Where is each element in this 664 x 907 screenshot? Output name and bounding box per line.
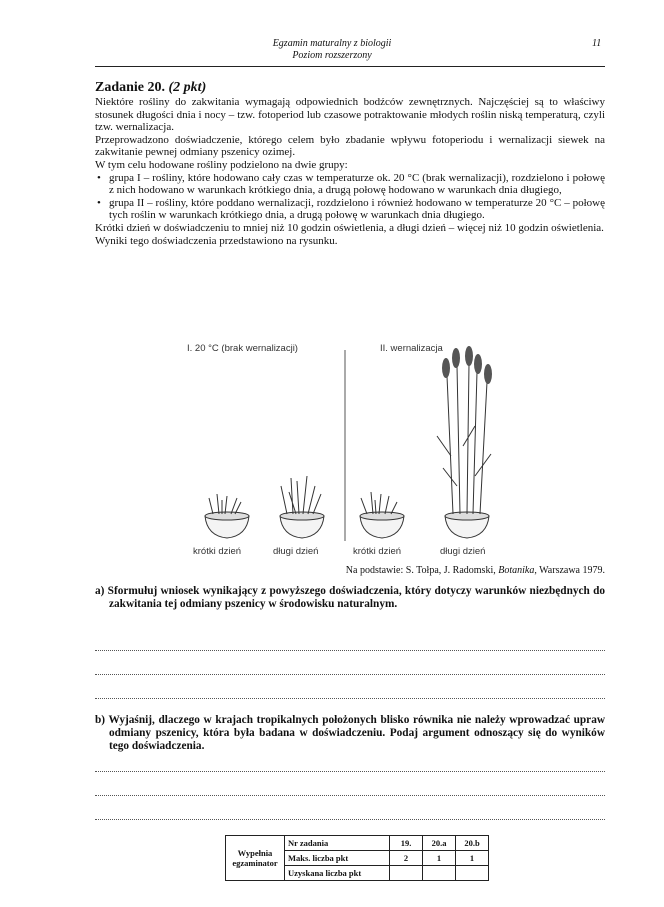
max-points-cell: 1: [423, 851, 456, 866]
page-number: 11: [592, 38, 602, 49]
obtained-points-cell[interactable]: [456, 866, 489, 881]
intro-paragraph: Przeprowadzono doświadczenie, którego celem było zbadanie wpływu fotoperiodu i wernalizacji siewek na zakwitanie pewnej odmiany pszenicy ozimej.: [95, 133, 605, 159]
label-short-day: krótki dzień: [193, 546, 242, 557]
max-points-cell: 2: [390, 851, 423, 866]
figure-source: Na podstawie: S. Tołpa, J. Radomski, Botanika, Warszawa 1979.: [345, 565, 605, 576]
answer-line-a[interactable]: [95, 674, 605, 675]
task-cell: 19.: [390, 836, 423, 851]
header-exam: Egzamin maturalny z biologii: [272, 38, 392, 49]
label-short-day: krótki dzień: [353, 546, 402, 557]
row-obtained-points: Uzyskana liczba pkt: [285, 866, 390, 881]
header-level: Poziom rozszerzony: [292, 50, 372, 61]
pot-short-day-group2: [360, 492, 404, 538]
label-long-day: długi dzień: [273, 546, 319, 557]
answer-line-a[interactable]: [95, 698, 605, 699]
obtained-points-cell[interactable]: [390, 866, 423, 881]
group2-label: II. wernalizacja: [380, 343, 443, 354]
pot-short-day-group1: [205, 494, 249, 538]
task-cell: 20.a: [423, 836, 456, 851]
group1-label: I. 20 °C (brak wernalizacji): [187, 343, 298, 354]
task-body: [95, 96, 605, 247]
obtained-points-cell[interactable]: [423, 866, 456, 881]
task-number: Zadanie 20.: [95, 80, 166, 95]
outro-paragraph: Wyniki tego doświadczenia przedstawiono na rysunku.: [95, 234, 338, 247]
task-cell: 20.b: [456, 836, 489, 851]
max-points-cell: 1: [456, 851, 489, 866]
question-b: b) Wyjaśnij, dlaczego w krajach tropikalnych położonych blisko równika nie należy wprowadzać upraw odmiany pszenicy, która była badana w doświadczeniu. Podaj argument odnoszący się do wyników tego doświadczenia.: [95, 714, 605, 752]
score-side-label: Wypełnia egzaminator: [226, 836, 285, 881]
pot-long-day-group2: [437, 346, 492, 538]
group-list-item: • grupa II – rośliny, które poddano wernalizacji, rozdzielono i również hodowano w temperaturze 20 °C – połowę tych roślin w warunkach krótkiego dnia, a drugą połowę w warunkach dnia długiego.: [109, 197, 605, 222]
page-header: [0, 38, 664, 62]
experiment-figure: [175, 336, 515, 566]
answer-line-b[interactable]: [95, 771, 605, 772]
group-list-item: • grupa I – rośliny, które hodowano cały czas w temperaturze ok. 20 °C (brak wernalizacji), rozdzielono i połowę z nich hodowano w warunkach krótkiego dnia, a drugą połowę hodowano w warunkach dnia długiego,: [109, 172, 605, 197]
row-task-number: Nr zadania: [285, 836, 390, 851]
source-title: Botanika: [498, 565, 535, 576]
outro-paragraph: Krótki dzień w doświadczeniu to mniej niż 10 godzin oświetlenia, a długi dzień – więcej niż 10 godzin oświetlenia.: [95, 221, 604, 234]
task-points: (2 pkt): [168, 80, 207, 95]
score-table: [225, 835, 489, 881]
answer-line-a[interactable]: [95, 650, 605, 651]
answer-line-b[interactable]: [95, 795, 605, 796]
intro-paragraph: W tym celu hodowane rośliny podzielono na dwie grupy:: [95, 158, 348, 171]
task-title: [95, 80, 206, 96]
question-a: a) Sformułuj wniosek wynikający z powyższego doświadczenia, który dotyczy warunków niezbędnych do zakwitania tej odmiany pszenicy w środowisku naturalnym.: [95, 585, 605, 610]
header-rule: [95, 66, 605, 67]
row-max-points: Maks. liczba pkt: [285, 851, 390, 866]
intro-paragraph: Niektóre rośliny do zakwitania wymagają odpowiednich bodźców zewnętrznych. Najczęściej są to właściwy stosunek długości dnia i nocy – tzw. fotoperiod lub czasowe potraktowanie młodych roślin niską temperaturą, czyli tzw. wernalizacja.: [95, 96, 605, 134]
pot-long-day-group1: [280, 476, 324, 538]
label-long-day: długi dzień: [440, 546, 486, 557]
group-list: [95, 172, 605, 222]
plants-illustration: [175, 336, 515, 546]
answer-line-b[interactable]: [95, 819, 605, 820]
